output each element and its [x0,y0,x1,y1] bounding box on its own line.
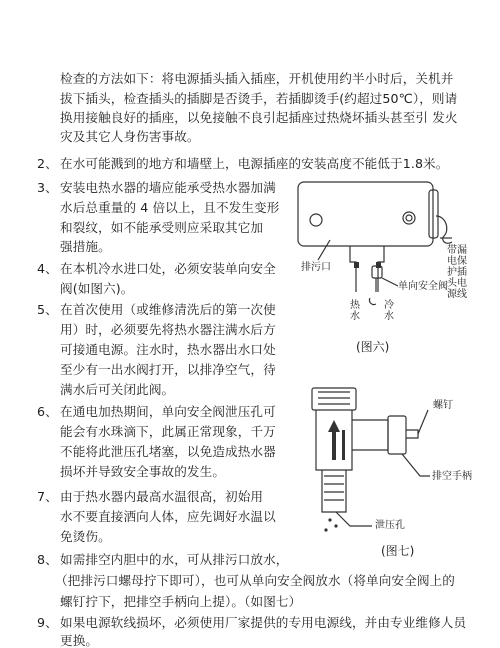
figure-6-drain-label: 排污口 [301,262,331,273]
item-9-line-1: 如果电源软线损坏，必须使用厂家提供的专用电源线，并由专业维修人员 [60,615,467,630]
item-6-line-2: 能会有水珠滴下，此属正常现象，千万 [60,424,276,439]
item-4-number: 4、 [37,261,58,276]
item-8-line-3: 螺钉拧下，把排空手柄向上提）。（如图七） [60,594,302,609]
figure-6-caption: (图六) [356,340,390,354]
item-5-line-1: 在首次使用（或维修清洗后的第一次使 [60,302,276,317]
item-6-line-4: 损坏并导致安全事故的发生。 [60,464,226,479]
item-5-line-4: 至少有一出水阀打开，以排净空气，待 [60,362,276,377]
item-2-line-1: 在水可能溅到的地方和墙壁上，电源插座的安装高度不能低于1.8米。 [60,156,449,171]
item-5-number: 5、 [37,302,58,317]
intro-line-2: 拔下插头，检查插头的插脚是否烫手，若插脚烫手(约超过50℃），则请 [60,91,458,106]
item-8-line-2: （把排污口螺母拧下即可），也可从单向安全阀放水（将单向安全阀上的 [55,573,455,588]
item-6-line-1: 在通电加热期间，单向安全阀泄压孔可 [60,404,276,419]
figure-7-relief-hole-label: 泄压孔 [375,520,405,531]
figure-6-valve-label: 单向安全阀 [398,281,448,292]
item-5-line-3: 可接通电源。注水时，热水器出水口处 [60,342,276,357]
item-3-line-1: 安装电热水器的墙应能承受热水器加满 [60,180,276,195]
figure-7-caption: (图七) [381,544,415,558]
item-9-line-2: 更换。 [60,633,99,648]
item-3-line-3: 和裂纹，如不能承受则应采取其它加 [60,220,264,235]
intro-line-4: 灾及其它人身伤害事故。 [60,129,200,144]
item-3-line-4: 强措施。 [60,239,111,254]
item-2-number: 2、 [37,156,58,171]
item-7-line-2: 水不要直接洒向人体，应先调好水温以 [60,509,276,524]
item-7-number: 7、 [37,489,58,504]
item-6-line-3: 不能将此泄压孔堵塞，以免造成热水器 [60,444,276,459]
item-6-number: 6、 [37,404,58,419]
intro-line-3: 换用接触良好的插座，以免接触不良引起插座过热烧坏插头甚至引 发火 [60,110,458,125]
item-8-number: 8、 [37,552,58,567]
figure-6-hot-water-label: 热水 [350,300,360,322]
item-4-line-2: 阀(如图六)。 [60,281,134,296]
figure-7-handle-label: 排空手柄 [432,471,472,482]
item-7-line-1: 由于热水器内最高水温很高，初始用 [60,489,264,504]
figure-7-screw-label: 螺钉 [433,400,453,411]
item-8-line-1: 如需排空内胆中的水，可从排污口放水， [60,552,289,567]
figure-6-plug-label: 带漏电保护插头电源线 [447,245,467,300]
item-4-line-1: 在本机冷水进口处，必须安装单向安全 [60,261,276,276]
item-5-line-5: 满水后可关闭此阀。 [60,382,175,397]
item-7-line-3: 免烫伤。 [60,529,111,544]
item-9-number: 9、 [37,615,58,630]
figure-6-cold-water-label: 冷水 [384,300,394,322]
item-3-number: 3、 [37,180,58,195]
item-5-line-2: 用）时，必须要先将热水器注满水后方 [60,322,276,337]
item-3-line-2: 水后总重量的 4 倍以上，且不发生变形 [60,200,280,215]
intro-line-1: 检查的方法如下：将电源插头插入插座，开机使用约半小时后，关机并 [60,71,454,86]
